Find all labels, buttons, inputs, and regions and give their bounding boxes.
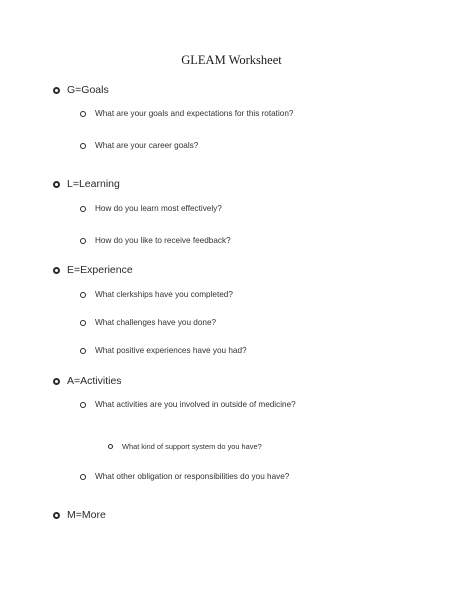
question-item xyxy=(80,109,293,118)
question-text: What kind of support system do you have? xyxy=(122,442,262,451)
question-item xyxy=(80,141,198,150)
question-text: How do you like to receive feedback? xyxy=(95,236,231,245)
hollow-bullet-icon xyxy=(53,512,60,519)
section-heading: M=More xyxy=(67,509,106,521)
question-text: What clerkships have you completed? xyxy=(95,290,233,299)
question-item xyxy=(80,346,247,355)
worksheet-title: GLEAM Worksheet xyxy=(181,53,282,67)
section-more xyxy=(53,509,106,521)
section-learning xyxy=(53,178,120,190)
hollow-bullet-icon xyxy=(80,238,86,244)
hollow-bullet-icon xyxy=(53,87,60,94)
hollow-bullet-icon xyxy=(80,292,86,298)
subquestion-item xyxy=(108,442,262,451)
question-item xyxy=(80,472,289,481)
section-heading: L=Learning xyxy=(67,178,120,190)
hollow-bullet-icon xyxy=(80,111,86,117)
question-text: What other obligation or responsibilities do you have? xyxy=(95,472,290,481)
hollow-bullet-icon xyxy=(80,474,86,480)
question-item xyxy=(80,318,216,327)
hollow-bullet-icon xyxy=(80,320,86,326)
section-experience xyxy=(53,264,133,276)
question-item xyxy=(80,290,233,299)
hollow-bullet-icon xyxy=(53,181,60,188)
question-text: What challenges have you done? xyxy=(95,318,217,327)
section-heading: E=Experience xyxy=(67,264,133,276)
question-text: What positive experiences have you had? xyxy=(95,346,247,355)
question-item xyxy=(80,236,231,245)
hollow-bullet-icon xyxy=(53,267,60,274)
section-heading: G=Goals xyxy=(67,84,109,96)
question-text: What are your goals and expectations for this rotation? xyxy=(95,109,294,118)
section-heading: A=Activities xyxy=(67,375,122,387)
question-text: How do you learn most effectively? xyxy=(95,204,222,213)
question-text: What are your career goals? xyxy=(95,141,199,150)
hollow-bullet-icon xyxy=(80,348,86,354)
hollow-bullet-icon xyxy=(80,402,86,408)
hollow-bullet-icon xyxy=(108,444,113,449)
question-text: What activities are you involved in outside of medicine? xyxy=(95,400,296,409)
section-goals xyxy=(53,84,109,96)
section-activities xyxy=(53,375,122,387)
hollow-bullet-icon xyxy=(80,143,86,149)
hollow-bullet-icon xyxy=(80,206,86,212)
question-item xyxy=(80,400,296,409)
question-item xyxy=(80,204,222,213)
hollow-bullet-icon xyxy=(53,378,60,385)
